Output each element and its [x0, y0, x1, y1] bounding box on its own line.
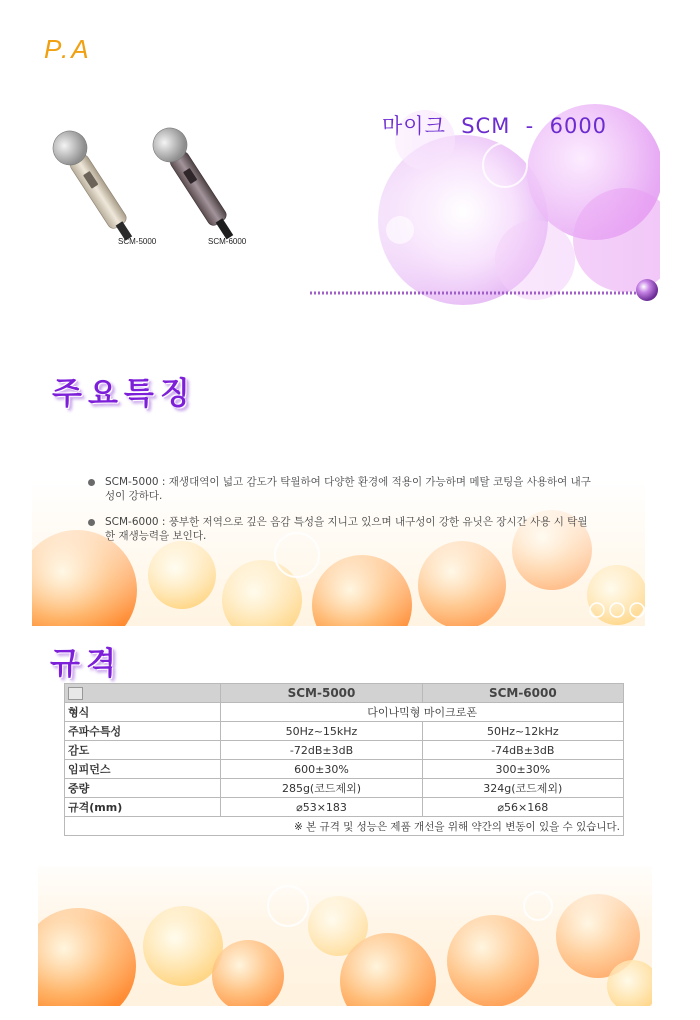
column-header-scm6000: SCM-6000 — [422, 684, 623, 703]
feature-text: SCM-5000 : 재생대역이 넓고 감도가 탁월하여 다양한 환경에 적용이 가능하며 메탈 코팅을 사용하여 내구성이 강하다. — [105, 476, 591, 502]
corner-square-icon — [68, 687, 83, 700]
table-row — [65, 779, 624, 798]
table-cell: 다이나믹형 마이크로폰 — [221, 703, 624, 722]
row-label: 임피던스 — [65, 760, 221, 779]
table-cell: 600±30% — [221, 760, 422, 779]
feature-text: SCM-6000 : 풍부한 저역으로 깊은 음감 특성을 지니고 있으며 내구성이 강한 유닛은 장시간 사용 시 탁월한 재생능력을 보인다. — [105, 516, 588, 542]
table-cell: -74dB±3dB — [422, 741, 623, 760]
product-title: 마이크 SCM - 6000 — [382, 114, 608, 138]
table-note-row — [65, 817, 624, 836]
table-row — [65, 703, 624, 722]
row-label: 규격(mm) — [65, 798, 221, 817]
bottom-bubble-background — [38, 866, 652, 1006]
spec-heading: 규격 — [50, 646, 122, 682]
table-cell: -72dB±3dB — [221, 741, 422, 760]
spec-note: ※ 본 규격 및 성능은 제품 개선을 위해 약간의 변동이 있을 수 있습니다. — [65, 817, 624, 836]
row-label: 중량 — [65, 779, 221, 798]
table-cell: 50Hz~15kHz — [221, 722, 422, 741]
mic-caption-scm6000: SCM-6000 — [208, 237, 247, 246]
spec-table — [64, 683, 624, 836]
mic-scm6000-icon — [146, 121, 247, 246]
bullet-icon — [88, 479, 95, 486]
table-cell: 285g(코드제외) — [221, 779, 422, 798]
table-row — [65, 741, 624, 760]
feature-item — [88, 476, 593, 503]
feature-item — [88, 516, 593, 543]
table-cell: 50Hz~12kHz — [422, 722, 623, 741]
row-label: 형식 — [65, 703, 221, 722]
row-label: 감도 — [65, 741, 221, 760]
mic-scm5000-icon — [46, 124, 143, 247]
microphone-images — [45, 120, 295, 255]
table-cell: 324g(코드제외) — [422, 779, 623, 798]
bullet-icon — [88, 519, 95, 526]
table-cell: ⌀53×183 — [221, 798, 422, 817]
table-header-row — [65, 684, 624, 703]
column-header-scm5000: SCM-5000 — [221, 684, 422, 703]
table-row — [65, 760, 624, 779]
table-row — [65, 798, 624, 817]
mic-caption-scm5000: SCM-5000 — [118, 237, 157, 246]
features-list — [88, 476, 593, 556]
table-cell: 300±30% — [422, 760, 623, 779]
table-row — [65, 722, 624, 741]
table-corner-cell — [65, 684, 221, 703]
table-cell: ⌀56×168 — [422, 798, 623, 817]
row-label: 주파수특성 — [65, 722, 221, 741]
brand-logo: P.A — [44, 34, 92, 64]
features-heading: 주요특징 — [52, 376, 196, 412]
